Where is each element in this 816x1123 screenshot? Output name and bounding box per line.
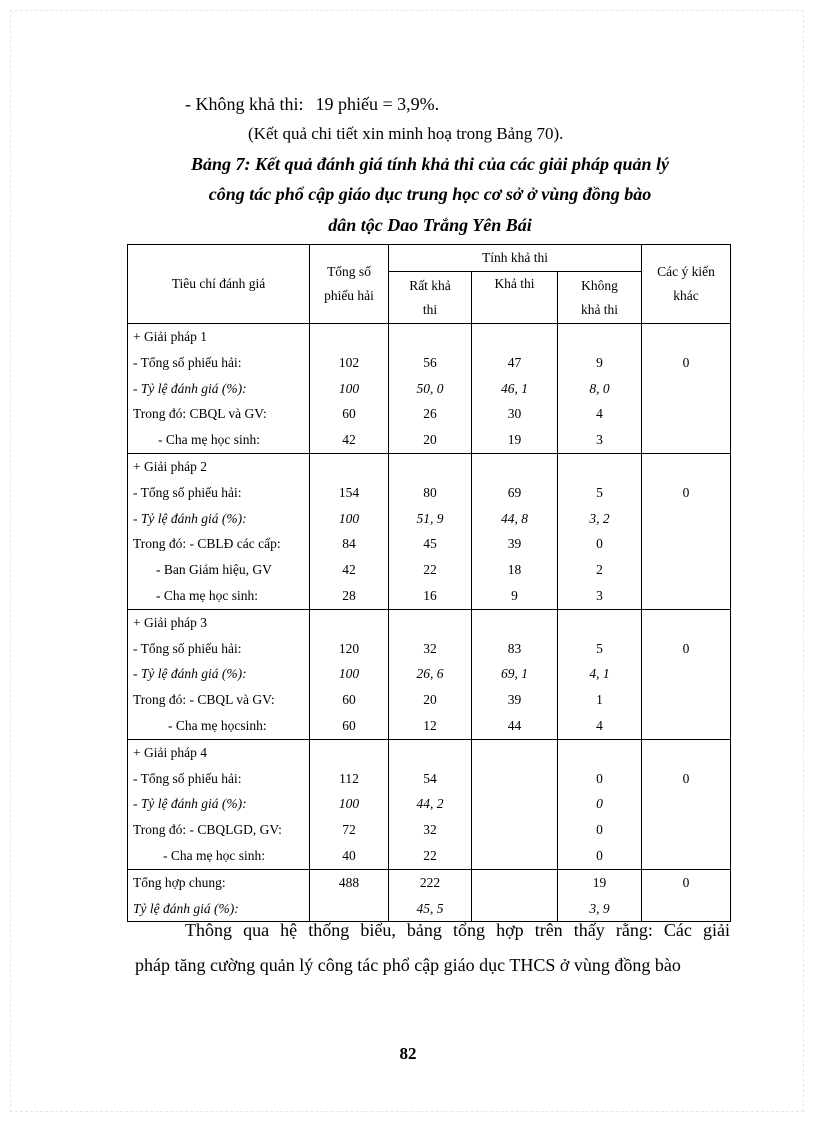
row-label: - Tỷ lệ đánh giá (%): [128, 376, 310, 402]
row-label: - Cha mẹ học sinh: [128, 583, 310, 609]
cell-very-feasible [389, 609, 472, 635]
row-label: + Giải pháp 3 [128, 609, 310, 635]
table-row [128, 739, 731, 765]
header-total-votes [310, 245, 389, 324]
cell-other [642, 401, 731, 427]
cell-feasible [472, 896, 558, 922]
cell-very-feasible: 22 [389, 843, 472, 869]
cell-not-feasible: 2 [558, 557, 642, 583]
row-label: - Tổng số phiếu hải: [128, 636, 310, 662]
cell-not-feasible [558, 453, 642, 479]
cell-other [642, 453, 731, 479]
cell-feasible [472, 739, 558, 765]
row-label: - Tổng số phiếu hải: [128, 480, 310, 506]
cell-feasible: 18 [472, 557, 558, 583]
cell-very-feasible: 16 [389, 583, 472, 609]
cell-very-feasible: 45, 5 [389, 896, 472, 922]
table-row [128, 817, 731, 843]
cell-very-feasible: 32 [389, 636, 472, 662]
cell-total: 120 [310, 636, 389, 662]
header-other-line-1: Các ý kiến [657, 264, 715, 279]
cell-not-feasible [558, 609, 642, 635]
cell-feasible [472, 843, 558, 869]
cell-feasible: 39 [472, 531, 558, 557]
cell-other [642, 713, 731, 739]
cell-not-feasible [558, 324, 642, 350]
table-row [128, 480, 731, 506]
cell-feasible: 39 [472, 687, 558, 713]
cell-feasible [472, 609, 558, 635]
cell-total: 100 [310, 376, 389, 402]
cell-not-feasible: 5 [558, 480, 642, 506]
cell-total: 72 [310, 817, 389, 843]
row-label: - Tỷ lệ đánh giá (%): [128, 506, 310, 532]
cell-not-feasible: 0 [558, 843, 642, 869]
header-other-opinions [642, 245, 731, 324]
cell-total: 112 [310, 766, 389, 792]
cell-feasible: 44, 8 [472, 506, 558, 532]
row-label: - Tỷ lệ đánh giá (%): [128, 791, 310, 817]
row-label: Trong đó: CBQL và GV: [128, 401, 310, 427]
cell-total: 40 [310, 843, 389, 869]
table-row [128, 427, 731, 453]
header-very-feasible [389, 272, 472, 324]
cell-other [642, 376, 731, 402]
cell-feasible: 9 [472, 583, 558, 609]
cell-very-feasible: 26, 6 [389, 661, 472, 687]
header-very-line-1: Rất khả [409, 277, 451, 293]
cell-other: 0 [642, 869, 731, 895]
cell-feasible: 46, 1 [472, 376, 558, 402]
cell-not-feasible: 9 [558, 350, 642, 376]
cell-very-feasible: 44, 2 [389, 791, 472, 817]
cell-feasible: 30 [472, 401, 558, 427]
cell-very-feasible [389, 453, 472, 479]
cell-total: 102 [310, 350, 389, 376]
table-row [128, 506, 731, 532]
cell-other [642, 506, 731, 532]
cell-very-feasible [389, 739, 472, 765]
cell-not-feasible: 0 [558, 817, 642, 843]
table-reference-note: (Kết quả chi tiết xin minh hoạ trong Bảng 70). [248, 124, 564, 143]
table-row [128, 609, 731, 635]
cell-total: 100 [310, 506, 389, 532]
cell-other [642, 557, 731, 583]
cell-other [642, 661, 731, 687]
cell-not-feasible: 3, 2 [558, 506, 642, 532]
table-row [128, 453, 731, 479]
row-label: Trong đó: - CBLĐ các cấp: [128, 531, 310, 557]
cell-other [642, 843, 731, 869]
cell-feasible [472, 817, 558, 843]
row-label: + Giải pháp 4 [128, 739, 310, 765]
cell-feasible: 47 [472, 350, 558, 376]
intro-label: - Không khả thi: [185, 94, 304, 114]
cell-total: 42 [310, 427, 389, 453]
table-title-line-1: Bảng 7: Kết quả đánh giá tính khả thi của các giải pháp quản lý [190, 154, 670, 174]
cell-other [642, 609, 731, 635]
cell-total: 60 [310, 687, 389, 713]
table-row [128, 324, 731, 350]
row-label: Tỷ lệ đánh giá (%): [128, 896, 310, 922]
cell-feasible [472, 453, 558, 479]
cell-other: 0 [642, 350, 731, 376]
cell-other: 0 [642, 636, 731, 662]
cell-other: 0 [642, 766, 731, 792]
cell-not-feasible: 3 [558, 427, 642, 453]
table-row [128, 636, 731, 662]
intro-line [185, 94, 439, 115]
paragraph-line-2: pháp tăng cường quản lý công tác phổ cập giáo dục THCS ở vùng đồng bào [135, 955, 681, 975]
cell-total: 154 [310, 480, 389, 506]
table-row [128, 557, 731, 583]
summary-row [128, 896, 731, 922]
cell-feasible [472, 791, 558, 817]
table-row [128, 401, 731, 427]
cell-total [310, 609, 389, 635]
cell-other [642, 531, 731, 557]
cell-not-feasible: 3, 9 [558, 896, 642, 922]
cell-not-feasible: 0 [558, 791, 642, 817]
cell-feasible: 83 [472, 636, 558, 662]
table-row [128, 661, 731, 687]
header-feasibility: Tính khả thi [389, 245, 642, 272]
table-row [128, 687, 731, 713]
page-number: 82 [399, 1044, 417, 1063]
cell-very-feasible: 54 [389, 766, 472, 792]
cell-very-feasible: 51, 9 [389, 506, 472, 532]
table-row [128, 376, 731, 402]
cell-feasible [472, 869, 558, 895]
intro-value: 19 phiếu = 3,9%. [315, 94, 440, 114]
cell-very-feasible: 20 [389, 427, 472, 453]
cell-not-feasible: 8, 0 [558, 376, 642, 402]
cell-total [310, 739, 389, 765]
cell-total: 60 [310, 713, 389, 739]
cell-not-feasible: 4, 1 [558, 661, 642, 687]
table-row [128, 843, 731, 869]
cell-total: 488 [310, 869, 389, 895]
cell-other [642, 324, 731, 350]
cell-not-feasible: 4 [558, 713, 642, 739]
header-other-line-2: khác [673, 288, 699, 303]
cell-very-feasible: 80 [389, 480, 472, 506]
table-row [128, 531, 731, 557]
row-label: - Cha mẹ học sinh: [128, 427, 310, 453]
cell-not-feasible: 3 [558, 583, 642, 609]
row-label: + Giải pháp 1 [128, 324, 310, 350]
table-row [128, 350, 731, 376]
paragraph-line-1: Thông qua hệ thống biểu, bảng tổng hợp trên thấy rằng: Các giải [185, 920, 730, 940]
cell-total: 28 [310, 583, 389, 609]
table-row [128, 766, 731, 792]
cell-very-feasible: 45 [389, 531, 472, 557]
cell-other [642, 687, 731, 713]
header-total-line-1: Tổng số [327, 264, 371, 279]
cell-not-feasible: 0 [558, 766, 642, 792]
table-row [128, 791, 731, 817]
cell-total: 100 [310, 791, 389, 817]
row-label: + Giải pháp 2 [128, 453, 310, 479]
header-not-line-1: Không [581, 277, 618, 293]
header-feasible: Khả thi [472, 272, 558, 324]
cell-other [642, 583, 731, 609]
row-label: - Cha mẹ họcsinh: [128, 713, 310, 739]
cell-not-feasible: 19 [558, 869, 642, 895]
row-label: Tổng hợp chung: [128, 869, 310, 895]
cell-feasible: 69 [472, 480, 558, 506]
cell-total [310, 896, 389, 922]
header-very-line-2: thi [422, 301, 438, 317]
cell-very-feasible: 22 [389, 557, 472, 583]
cell-feasible: 19 [472, 427, 558, 453]
cell-total: 84 [310, 531, 389, 557]
row-label: - Tỷ lệ đánh giá (%): [128, 661, 310, 687]
cell-feasible: 44 [472, 713, 558, 739]
cell-total: 60 [310, 401, 389, 427]
table-title-line-3: dân tộc Dao Trắng Yên Bái [328, 215, 532, 235]
cell-total [310, 324, 389, 350]
cell-very-feasible: 50, 0 [389, 376, 472, 402]
cell-total [310, 453, 389, 479]
cell-very-feasible: 32 [389, 817, 472, 843]
cell-other [642, 817, 731, 843]
cell-not-feasible [558, 739, 642, 765]
cell-very-feasible: 222 [389, 869, 472, 895]
table-row [128, 583, 731, 609]
cell-other [642, 739, 731, 765]
row-label: - Ban Giám hiệu, GV [128, 557, 310, 583]
header-not-line-2: khả thi [580, 301, 619, 317]
cell-other [642, 896, 731, 922]
header-total-line-2: phiếu hải [324, 288, 374, 303]
cell-other: 0 [642, 480, 731, 506]
cell-total: 100 [310, 661, 389, 687]
cell-not-feasible: 5 [558, 636, 642, 662]
cell-other [642, 791, 731, 817]
cell-feasible [472, 324, 558, 350]
row-label: Trong đó: - CBQL và GV: [128, 687, 310, 713]
cell-very-feasible: 20 [389, 687, 472, 713]
cell-very-feasible: 12 [389, 713, 472, 739]
header-criteria: Tiêu chí đánh giá [128, 245, 310, 324]
cell-feasible: 69, 1 [472, 661, 558, 687]
cell-very-feasible: 26 [389, 401, 472, 427]
cell-very-feasible [389, 324, 472, 350]
header-not-feasible [558, 272, 642, 324]
table-row [128, 713, 731, 739]
cell-feasible [472, 766, 558, 792]
cell-not-feasible: 4 [558, 401, 642, 427]
cell-very-feasible: 56 [389, 350, 472, 376]
row-label: - Tổng số phiếu hải: [128, 766, 310, 792]
cell-total: 42 [310, 557, 389, 583]
row-label: - Tổng số phiếu hải: [128, 350, 310, 376]
row-label: - Cha mẹ học sinh: [128, 843, 310, 869]
cell-other [642, 427, 731, 453]
cell-not-feasible: 0 [558, 531, 642, 557]
table-title-line-2: công tác phổ cập giáo dục trung học cơ sở ở vùng đồng bào [208, 184, 652, 204]
row-label: Trong đó: - CBQLGD, GV: [128, 817, 310, 843]
summary-row [128, 869, 731, 895]
evaluation-table [127, 244, 731, 922]
cell-not-feasible: 1 [558, 687, 642, 713]
